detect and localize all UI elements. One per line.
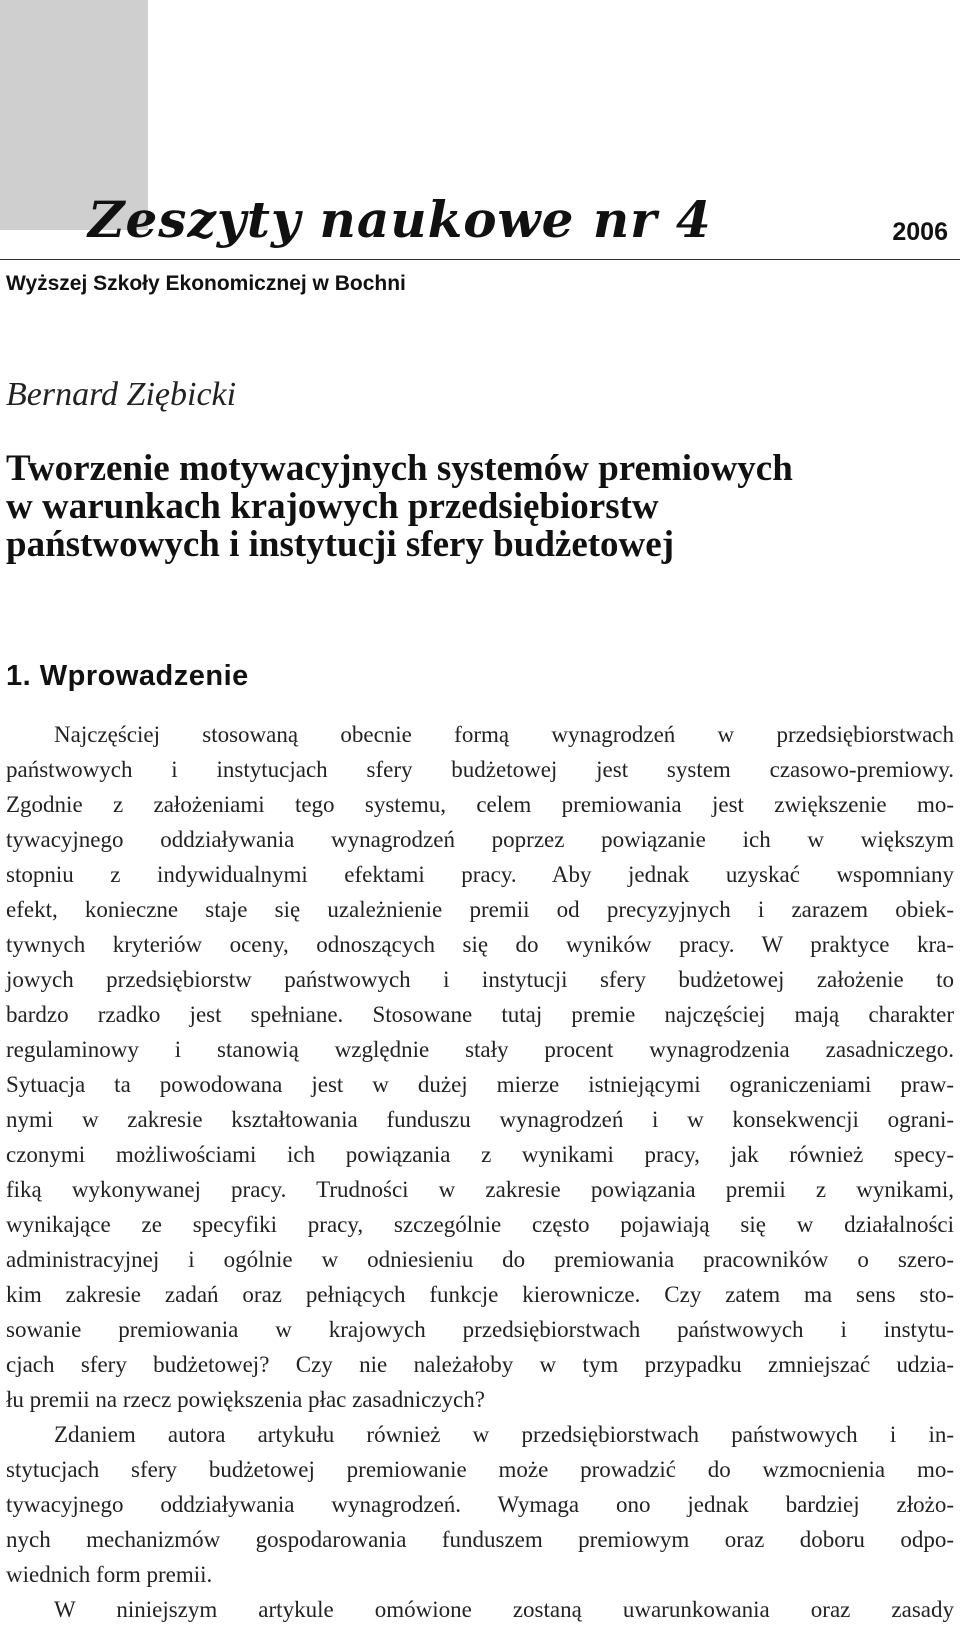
text-line: Sytuacja ta powodowana jest w dużej mierze istniejącymi ograniczeniami praw- (6, 1072, 954, 1097)
text-line: sowanie premiowania w krajowych przedsiębiorstwach państwowych i instytu- (6, 1317, 954, 1342)
school-name: Wyższej Szkoły Ekonomicznej w Bochni (6, 272, 406, 295)
text-line: bardzo rzadko jest spełniane. Stosowane tutaj premie najczęściej mają charakter (6, 1002, 954, 1027)
text-line: stopniu z indywidualnymi efektami pracy. Aby jednak uzyskać wspomniany (6, 862, 954, 887)
text-line: stytucjach sfery budżetowej premiowanie może prowadzić do wzmocnienia mo- (6, 1457, 954, 1482)
text-line: łu premii na rzecz powiększenia płac zasadniczych? (6, 1387, 485, 1412)
section-heading: 1. Wprowadzenie (6, 660, 249, 692)
text-line: państwowych i instytucjach sfery budżetowej jest system czasowo-premiowy. (6, 757, 954, 782)
article-title-line: w warunkach krajowych przedsiębiorstw (6, 486, 659, 527)
text-line: tywnych kryteriów oceny, odnoszących się do wyników pracy. W praktyce kra- (6, 932, 954, 957)
text-line: jowych przedsiębiorstw państwowych i instytucji sfery budżetowej założenie to (6, 967, 954, 992)
body-text (6, 717, 954, 1627)
author-name: Bernard Ziębicki (6, 376, 237, 413)
text-line: wynikające ze specyfiki pracy, szczególnie często pojawiają się w działalności (6, 1212, 954, 1237)
text-line: czonymi możliwościami ich powiązania z wynikami pracy, jak również specy- (6, 1142, 954, 1167)
text-line: administracyjnej i ogólnie w odniesieniu do premiowania pracowników o szero- (6, 1247, 954, 1272)
text-line: Zdaniem autora artykułu również w przedsiębiorstwach państwowych i in- (54, 1422, 954, 1447)
text-line: fiką wykonywanej pracy. Trudności w zakresie powiązania premii z wynikami, (6, 1177, 954, 1202)
text-line: regulaminowy i stanowią względnie stały procent wynagrodzenia zasadniczego. (6, 1037, 954, 1062)
text-line: efekt, konieczne staje się uzależnienie premii od precyzyjnych i zarazem obiek- (6, 897, 954, 922)
article-title-line: państwowych i instytucji sfery budżetowej (6, 524, 675, 565)
text-line: Zgodnie z założeniami tego systemu, celem premiowania jest zwiększenie mo- (6, 792, 954, 817)
header-rule (0, 259, 960, 260)
publication-year: 2006 (892, 218, 948, 246)
journal-title: Zeszyty naukowe nr 4 (88, 190, 712, 249)
text-line: Najczęściej stosowaną obecnie formą wynagrodzeń w przedsiębiorstwach (54, 722, 954, 747)
text-line: kim zakresie zadań oraz pełniących funkcje kierownicze. Czy zatem ma sens sto- (6, 1282, 954, 1307)
text-line: tywacyjnego oddziaływania wynagrodzeń. Wymaga ono jednak bardziej złożo- (6, 1492, 954, 1517)
text-line: nych mechanizmów gospodarowania funduszem premiowym oraz doboru odpo- (6, 1527, 954, 1552)
article-title-line: Tworzenie motywacyjnych systemów premiowych (6, 448, 793, 489)
text-line: W niniejszym artykule omówione zostaną uwarunkowania oraz zasady (54, 1597, 954, 1622)
text-line: nymi w zakresie kształtowania funduszu wynagrodzeń i w konsekwencji ograni- (6, 1107, 954, 1132)
text-line: cjach sfery budżetowej? Czy nie należałoby w tym przypadku zmniejszać udzia- (6, 1352, 954, 1377)
text-line: wiednich form premii. (6, 1562, 213, 1587)
article-title (6, 450, 793, 564)
text-line: tywacyjnego oddziaływania wynagrodzeń poprzez powiązanie ich w większym (6, 827, 954, 852)
